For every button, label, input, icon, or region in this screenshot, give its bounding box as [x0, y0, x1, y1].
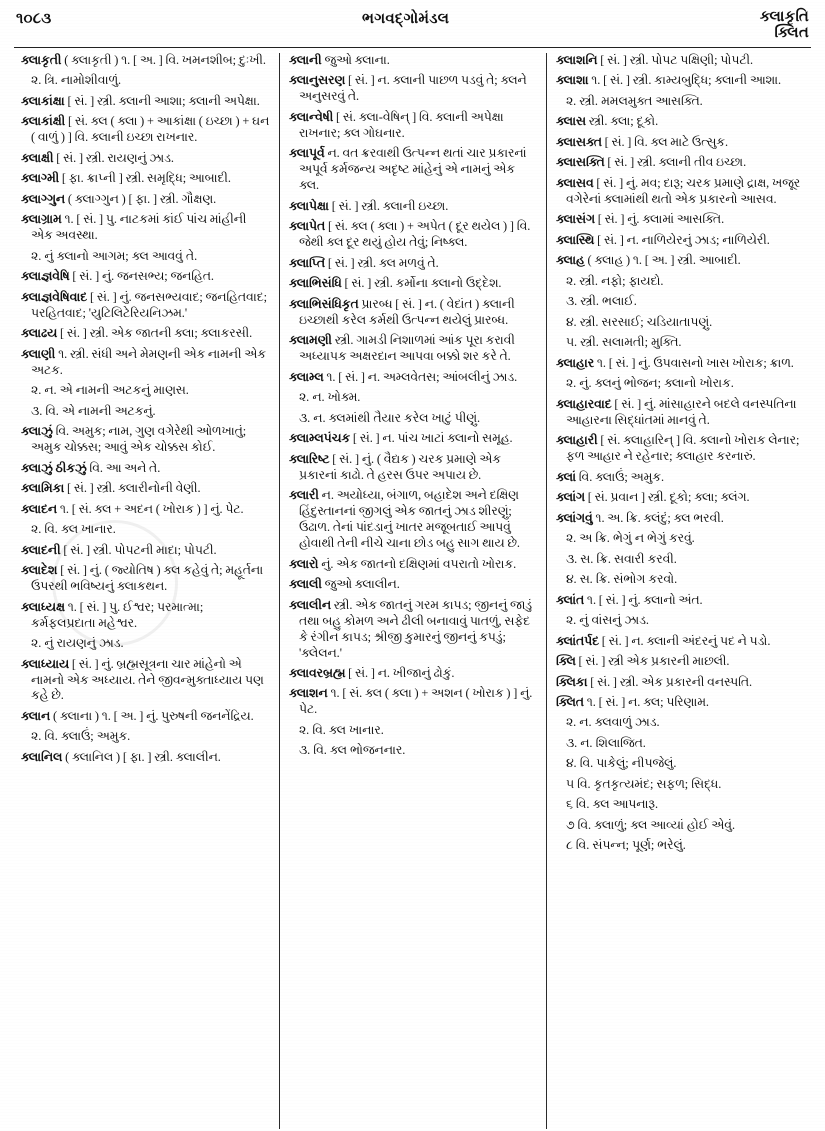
entry-headword: ક્લાભિસંધિકૃત — [288, 296, 359, 311]
dictionary-entry: ક્લાસક્તિ [ સં. ] સ્ત્રી. ક્લાની તીવ ઇચ્છા. — [555, 155, 747, 170]
dictionary-entry: ક્લાકાંક્ષા [ સં. ] સ્ત્રી. ક્લાની આશા; ક્લાની અપેક્ષા. — [21, 93, 260, 108]
dictionary-entry: ક્લાગ્મી [ ફા. ક્રાપ્ની ] સ્ત્રી. સમૃદ્ધિ; આબાદી. — [21, 171, 231, 186]
entry-headword: ક્લાપૂર્વ — [288, 146, 325, 161]
dictionary-entry: ક્લાધ્યક્ષ ૧. [ સં. ] પુ. ઈશ્વર; પરમાત્મા; કર્મફલપ્રદાતા મહેશ્વર. — [21, 599, 204, 630]
dictionary-sense: ૩. ન. ક્લમાંથી તૈયાર કરેલ ખાટું પીણું. — [298, 410, 481, 425]
dictionary-entry: ક્લાપેક્ષા [ સં. ] સ્ત્રી. ક્લાની ઇચ્છા. — [288, 198, 449, 213]
column-3 — [546, 53, 813, 1129]
entry-headword: ક્લાની — [288, 53, 322, 67]
entry-headword: ક્લાં — [555, 469, 576, 484]
dictionary-sense: ૨. વિ. ક્લાઉં; અમુક. — [31, 729, 131, 744]
dictionary-entry: ક્લાદન ૧. [ સં. ક્લ + અદન ( ખોરાક ) ] નું. પેટ. — [21, 501, 244, 516]
entry-headword: ક્લાસ — [555, 114, 586, 129]
entry-headword: ક્લાપ્તિ — [288, 255, 326, 270]
dictionary-sense: ૭ વિ. ક્લાળું; ક્લ આવ્યાં હોઈ એવું. — [565, 817, 736, 832]
dictionary-sense: ૪. સ્ત્રી. સરસાઈ; ચડિયાતાપણું. — [565, 314, 713, 329]
dictionary-sense: ૪. વિ. પાકેલું; નીપજેલું. — [565, 756, 677, 771]
dictionary-sense: ૪. સ. ક્રિ. સંભોગ કરવો. — [565, 572, 678, 587]
entry-headword: ક્લાસક્તિ — [555, 155, 605, 170]
dictionary-entry: ક્લાની જુઓ ક્લાના. — [288, 53, 390, 67]
dictionary-sense: ૩. વિ. ક્લ ભોજનનાર. — [298, 743, 406, 758]
dictionary-entry: ક્લાન્વેષી [ સં. ક્લા-વેષિન્ ] વિ. ક્લાની અપેક્ષા રાખનાર; ક્લ ગોઘનાર. — [288, 109, 504, 140]
dictionary-entry: ક્લાગ્ગુન ( ક્લાગ્ગુન ) [ ફા. ] સ્ત્રી. ગૌક્ષણ. — [21, 191, 217, 206]
dictionary-entry: ક્લાસ સ્ત્રી. ક્લા; દૂકો. — [555, 114, 659, 129]
entry-headword: ક્લાગ્મી — [21, 171, 60, 186]
column-1 — [12, 53, 279, 1129]
entry-headword: ક્લિત — [555, 695, 584, 709]
dictionary-entry: ક્લાસ્થિ [ સં. ] ન. નાળિયેરનું ઝાડ; નાળિયેરી. — [555, 232, 770, 247]
entry-headword: ક્લાન — [21, 708, 51, 723]
dictionary-entry: ક્લામ્લ ૧. [ સં. ] ન. અમ્લવેતસ; આંબલીનું ઝાડ. — [288, 369, 518, 384]
dictionary-entry: ક્લાજ્ઞવેષિવાદ [ સં. ] નું. જનસભ્યવાદ; જનહિતવાદ; પરહિતવાદ; 'યુટિલિટેરિયનિઝમ.' — [21, 289, 267, 320]
entry-headword: ક્લાક્ષી — [21, 150, 54, 165]
dictionary-entry: ક્લિકા [ સં. ] સ્ત્રી. એક પ્રકારની વનસ્પતિ. — [555, 674, 753, 689]
entry-headword: ક્લાસવ — [555, 175, 594, 190]
entry-headword: ક્લાહારી — [555, 433, 598, 448]
dictionary-entry: ક્લાઝું વિ. અમુક; નામ, ગુણ વગેરેથી ઓળખાતું; અમુક ચોક્કસ; આવું એક ચોક્કસ કોઈ. — [21, 424, 247, 455]
guide-word-top: ક્લાકૃતિ — [759, 9, 809, 25]
entry-headword: ક્લાનિલ — [21, 749, 63, 764]
dictionary-entry: ક્લાંગવું ૧. અ. ક્રિ. ક્લંદું; ક્લ ભરવી. — [555, 510, 724, 525]
dictionary-entry: ક્લાસક્ત [ સં. ] વિ. ક્લ માટે ઉત્સુક. — [555, 134, 729, 149]
dictionary-entry: ક્લાહાર ૧. [ સં. ] નું. ઉપવાસનો ખાસ ખોરાક; ક્રાળ. — [555, 355, 794, 370]
dictionary-sense: ૨. નું રાયણનું ઝાડ. — [31, 636, 124, 651]
running-head — [12, 10, 813, 44]
dictionary-entry: ક્લાલીન સ્ત્રી. એક જાતનું ગરમ કાપડ; જીનનું જાડું તથા બહુ કોમળ અને ઢીલી બનાવાવું પાતળું, સફેદ કે રંગીન કાપડ; શ્રીજી કુમારનું જીનનું કપડું; 'ક્લેલન.' — [288, 597, 533, 660]
dictionary-sense: ૨. ન. એ નામની અટકનું માણસ. — [31, 383, 189, 398]
header-rule — [14, 47, 811, 48]
entry-headword: ક્લામિકા — [21, 481, 65, 496]
dictionary-sense: ૩. સ. ક્રિ. સવારી કરવી. — [565, 551, 677, 566]
entry-headword: ક્લાંતર્પદ — [555, 633, 600, 648]
dictionary-entry: ક્લાહારી [ સં. ક્લાહારિન્ ] વિ. ક્લાનો ખોરાક લેનાર; ફળ આહાર ને રહેનાર; ક્લાહાર કરનારું. — [555, 433, 800, 464]
dictionary-entry: ક્લાવરબ્રહ્મ [ સં. ] ન. ખીજાનું ઢોકું. — [288, 665, 455, 680]
dictionary-sense: ૨. ત્રિ. નામોશીવાળું. — [31, 73, 122, 88]
dictionary-entry: ક્લાક્ષી [ સં. ] સ્ત્રી. રાયણનું ઝાડ. — [21, 150, 174, 165]
dictionary-entry: ક્લાનુસરણ [ સં. ] ન. ક્લાની પાછળ પડવું તે; ક્લને અનુસરવું તે. — [288, 73, 527, 104]
dictionary-entry: ક્લાપેત [ સં. ક્લ ( ક્લા ) + અપેત ( દૂર થયેલ ) ] વિ. જેથી ક્લ દૂર થયું હોય તેવું; નિષ્ક્લ. — [288, 219, 531, 250]
dictionary-sense: ૨. વિ. ક્લ ખાનાર. — [31, 522, 116, 537]
entry-headword: ક્લાંગ — [555, 490, 585, 505]
dictionary-entry: ક્લાહારવાદ [ સં. ] નું. માંસાહારને બદલે વનસ્પતિના આહારના સિદ્ધાંતમાં માનવું તે. — [555, 396, 797, 427]
dictionary-entry: ક્લાસવ [ સં. ] નું. મવ; દારૂ; ચરક પ્રમાણે દ્રાક્ષ, ખજૂર વગેરેનાં ક્લામાંથી થતો એક પ્રકારનો આસવ. — [555, 175, 801, 206]
entry-headword: ક્લાધ્યાય — [21, 656, 70, 671]
entry-headword: ક્લાગ્ગુન — [21, 191, 66, 206]
dictionary-entry: ક્લાંગ [ સં. પ્રવાન ] સ્ત્રી. દૂકો; ક્લા; ક્લંગ. — [555, 490, 750, 505]
dictionary-sense: ૩. વિ. એ નામની અટકનું. — [31, 403, 156, 418]
dictionary-sense: ૨. નું ક્લાનો આગમ; ક્લ આવવું તે. — [31, 248, 198, 263]
dictionary-entry: ક્લાણી ૧. સ્ત્રી. સંધી અને મેમણની એક નામની એક અટક. — [21, 346, 266, 377]
dictionary-sense: ૬ વિ. ક્લ આપનારૂ. — [565, 797, 659, 812]
dictionary-sense: ૩. ન. શિલાજિત. — [565, 735, 646, 750]
entry-headword: ક્લાઝું ઠીકઝું — [21, 460, 87, 475]
entry-headword: ક્લાકૃતી — [21, 53, 62, 67]
text-columns — [12, 53, 813, 1129]
dictionary-sense: ૨. અ ક્રિ. ભેગું ન ભેગું કરવું. — [565, 531, 695, 546]
dictionary-sense: ૫. સ્ત્રી. સલામતી; મુક્તિ. — [565, 335, 682, 350]
entry-headword: ક્લાંગવું — [555, 510, 593, 525]
entry-headword: ક્લાશન — [288, 686, 328, 701]
entry-headword: ક્લાજ્ઞવેષિ — [21, 269, 70, 284]
entry-headword: ક્લાદન — [21, 501, 58, 516]
entry-headword: ક્લાકાંક્ષા — [21, 93, 65, 108]
dictionary-entry: ક્લિત ૧. [ સં. ] ન. ક્લ; પરિણામ. — [555, 695, 709, 709]
guide-words — [760, 10, 809, 42]
book-title: ભગવદ્‌ગોમંડલ — [362, 11, 450, 27]
dictionary-entry: ક્લાલી જુઓ ક્લાલીન. — [288, 577, 400, 592]
entry-headword: ક્લાહાર — [555, 355, 595, 370]
dictionary-entry: ક્લિ [ સં. ] સ્ત્રી એક પ્રકારની માછલી. — [555, 654, 730, 669]
dictionary-entry: ક્લાપૂર્વ ન. વત ક્રરવાથી ઉત્પન્ન થતાં ચાર પ્રકારનાં અપૂર્વ કર્મજન્ય અદૃષ્ટ માંહેનું એ નામનું એક ક્લ. — [288, 146, 527, 193]
entry-headword: ક્લાવરબ્રહ્મ — [288, 665, 346, 680]
dictionary-entry: ક્લાહ ( ક્લાહ ) ૧. [ અ. ] સ્ત્રી. આબાદી. — [555, 253, 741, 268]
entry-headword: ક્લાસક્ત — [555, 134, 602, 149]
dictionary-entry: ક્લાગ્રામ ૧. [ સં. ] પુ. નાટકમાં કાંઈ પાંચ માંહીની એક અવસ્થા. — [21, 212, 247, 243]
entry-headword: ક્લાંત — [555, 592, 585, 607]
dictionary-sense: ૨. સ્ત્રી. મમલમુક્ત આસક્તિ. — [565, 93, 703, 108]
dictionary-entry: ક્લાશનિ [ સં. ] સ્ત્રી. પોપટ પક્ષિણી; પોપટી. — [555, 53, 754, 67]
page-number: ૧૦૮૩ — [16, 11, 52, 27]
dictionary-entry: ક્લાકાંક્ષી [ સં. ક્લ ( ક્લા ) + આકાંક્ષા ( ઇચ્છા ) + ઘન ( વાળું ) ] વિ. ક્લાની ઇચ્છા રાખનાર. — [21, 114, 270, 145]
entry-headword: ક્લાહારવાદ — [555, 396, 612, 411]
entry-headword: ક્લાશા — [555, 73, 589, 88]
entry-headword: ક્લાઝું — [21, 424, 53, 439]
dictionary-entry: ક્લાંતર્પદ [ સં. ] ન. ક્લાની અંદરનું પદ ને પડો. — [555, 633, 771, 648]
entry-headword: ક્લાઢય — [21, 326, 58, 341]
column-2 — [279, 53, 546, 1129]
entry-headword: ક્લામ્લ — [288, 369, 324, 384]
entry-headword: ક્લામ્લપંચક — [288, 431, 351, 446]
entry-headword: ક્લારી — [288, 488, 319, 503]
dictionary-sense: ૮ વિ. સંપન્ન; પૂર્ણ; ભરેલું. — [565, 838, 686, 853]
entry-headword: ક્લાપેક્ષા — [288, 198, 329, 213]
dictionary-entry: ક્લાસંગ [ સં. ] નું. ક્લામાં આસક્તિ. — [555, 212, 725, 227]
dictionary-entry: ક્લાપ્તિ [ સં. ] સ્ત્રી. ક્લ મળવું તે. — [288, 255, 439, 270]
entry-headword: ક્લાદની — [21, 542, 61, 557]
dictionary-entry: ક્લામણી સ્ત્રી. ગામડી નિશાળમાં આંક પૂરા કરાવી અધ્યાપક અક્ષરદાન આપવા બક્કો શર કરે તે. — [288, 333, 515, 364]
entry-headword: ક્લાલી — [288, 577, 322, 592]
dictionary-entry: ક્લાભિસંધિ [ સં. ] સ્ત્રી. કર્મોના ક્લાનો ઉદ્દેશ. — [288, 276, 502, 291]
dictionary-sense: ૨. સ્ત્રી. નફો; ફાયદો. — [565, 273, 664, 288]
entry-headword: ક્લારો — [288, 556, 319, 571]
dictionary-entry: ક્લાં વિ. ક્લાઉં; અમુક. — [555, 469, 665, 484]
entry-headword: ક્લાલીન — [288, 597, 331, 612]
entry-headword: ક્લાનુસરણ — [288, 73, 346, 88]
dictionary-entry: ક્લાધ્યાય [ સં. ] નું. બ્રહ્મસૂત્રના ચાર માંહેનો એ નામનો એક અધ્યાય. તેને જીવન્મુક્તાધ્યાય પણ કહે છે. — [21, 656, 264, 703]
entry-headword: ક્લામણી — [288, 333, 332, 348]
dictionary-sense: ૨. ન. ક્લવાળું ઝાડ. — [565, 715, 660, 730]
dictionary-entry: ક્લારી ન. અયોધ્યા, બંગાળ, બહાદેશ અને દક્ષિણ હિંદુસ્તાનનાં જીગલું એક જાતનું ઝાડ શીરણું; ઉઢાળ. તેનાં પાંદડાનું ખાતર મજૂબતાઈ આપવું હોવાથી તેની નીચે ચાના છોડ બહુ સાગ થાય છે. — [288, 488, 520, 551]
entry-headword: ક્લાભિસંધિ — [288, 276, 342, 291]
dictionary-sense: ૩. સ્ત્રી. ભલાઈ. — [565, 294, 637, 309]
entry-headword: ક્લિકા — [555, 674, 588, 689]
dictionary-entry: ક્લાદની [ સં. ] સ્ત્રી. પોપટની માદા; પોપટી. — [21, 542, 217, 557]
dictionary-entry: ક્લાદેશ [ સં. ] નું. ( જ્યોતિષ ) ક્લ કહેવું તે; મહૂર્તના ઉપરથી ભવિષ્યનું ક્લાકથન. — [21, 563, 264, 594]
dictionary-entry: ક્લારો નું. એક જાતનો દક્ષિણમાં વપરાતો ખોરાક. — [288, 556, 517, 571]
entry-headword: ક્લાગ્રામ — [21, 212, 62, 227]
dictionary-entry: ક્લાંત ૧. [ સં. ] નું. ક્લાનો અંત. — [555, 592, 703, 607]
dictionary-entry: ક્લાકૃતી ( ક્લાકૃતી ) ૧. [ અ. ] વિ. ખમનશીબ; દુઃખી. — [21, 53, 266, 67]
dictionary-sense: ૨. વિ. ક્લ ખાનાર. — [298, 722, 384, 737]
dictionary-sense: ૨. ન. ખોક્મ. — [298, 390, 361, 405]
dictionary-entry: ક્લાઢય [ સં. ] સ્ત્રી. એક જાતની ક્લા; ક્લાકરસી. — [21, 326, 253, 341]
dictionary-entry: ક્લાશા ૧. [ સં. ] સ્ત્રી. કામ્યબુદ્ધિ; ક્લાની આશા. — [555, 73, 782, 88]
entry-headword: ક્લાપેત — [288, 219, 326, 234]
dictionary-entry: ક્લારિષ્ટ [ સં. ] નું. ( વૈદ્યક ) ચરક પ્રમાણે એક પ્રકારનાં કાઢો. તે હરસ ઉપર અપાય છે. — [288, 451, 501, 482]
entry-headword: ક્લાજ્ઞવેષિવાદ — [21, 289, 88, 304]
entry-headword: ક્લાસ્થિ — [555, 232, 595, 247]
dictionary-entry: ક્લામ્લપંચક [ સં. ] ન. પાંચ ખાટાં ક્લાનો સમૂહ. — [288, 431, 513, 446]
entry-headword: ક્લાધ્યક્ષ — [21, 599, 65, 614]
dictionary-entry: ક્લાશન ૧. [ સં. ક્લ ( ક્લા ) + અશન ( ખોરાક ) ] નું. પેટ. — [288, 686, 533, 717]
entry-headword: ક્લારિષ્ટ — [288, 451, 330, 466]
dictionary-entry: ક્લાજ્ઞવેષિ [ સં. ] નું. જનસભ્ય; જનહિત. — [21, 269, 215, 284]
entry-headword: ક્લાકાંક્ષી — [21, 114, 66, 129]
dictionary-entry: ક્લાન ( ક્લાના ) ૧. [ અ. ] નું. પુરુષની જનનેંદ્રિય. — [21, 708, 254, 723]
dictionary-entry: ક્લામિકા [ સં. ] સ્ત્રી. ક્લારીનોની વેણી. — [21, 481, 201, 496]
dictionary-entry: ક્લાનિલ ( ક્લાનિલ ) [ ફા. ] સ્ત્રી. ક્લાલીન. — [21, 749, 221, 764]
entry-headword: ક્લાહ — [555, 253, 585, 268]
entry-headword: ક્લાશનિ — [555, 53, 598, 67]
dictionary-sense: ૨. નું વાંસનું ઝાડ. — [565, 613, 649, 628]
entry-headword: ક્લાદેશ — [21, 563, 58, 578]
entry-headword: ક્લિ — [555, 654, 576, 669]
dictionary-sense: ૨. નું. ક્લનું ભોજન; ક્લાનો ખોરાક. — [565, 376, 734, 391]
entry-headword: ક્લાન્વેષી — [288, 109, 334, 124]
dictionary-entry: ક્લાભિસંધિકૃત પ્રારબ્ધ [ સં. ] ન. ( વેદાંત ) ક્લાની ઇચ્છાથી કરેલ કર્મથી ઉત્પન્ન થયેલું પ્રારબ્ધ. — [288, 296, 515, 327]
guide-word-bottom: ક્લિત — [774, 24, 809, 41]
dictionary-entry: ક્લાઝું ઠીકઝું વિ. આ અને તે. — [21, 460, 161, 475]
entry-headword: ક્લાસંગ — [555, 212, 595, 227]
entry-headword: ક્લાણી — [21, 346, 56, 361]
dictionary-sense: ૫ વિ. કૃતકૃત્યમંદ; સફળ; સિદ્ધ. — [565, 776, 722, 791]
